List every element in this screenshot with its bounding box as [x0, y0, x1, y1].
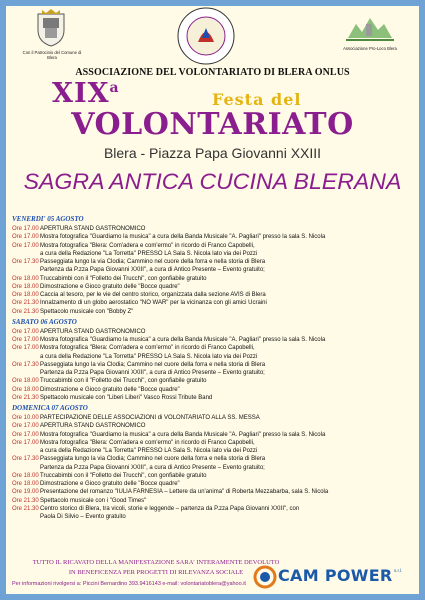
- event-time: Ore 10.00: [12, 415, 39, 421]
- edition-roman: XIX: [52, 78, 110, 109]
- event-time: [12, 266, 40, 274]
- event-description: Truccabimbi con il "Folletto dei Trucchi", con gonfiabile gratuito: [40, 275, 207, 282]
- program-event: [12, 225, 416, 233]
- event-description: a cura della Redazione "La Torretta" PRESSO LA Sala S. Nicola lato via dei Pozzi: [40, 448, 258, 454]
- event-description: Mostra fotografica "Guardiamo la musica" a cura della Banda Musicale "A. Pagliari" presso la sala S. Nicola: [40, 234, 326, 241]
- event-time: Ore 18.00: [12, 386, 39, 393]
- event-time: Ore 17.00: [12, 337, 39, 343]
- event-time: Ore 17.00: [12, 431, 39, 438]
- main-title: VOLONTARIATO: [71, 107, 354, 142]
- event-description: Partenza da P.zza Papa Giovanni XXIII", a cura di Antico Presente – Evento gratuito;: [40, 370, 265, 376]
- program-event: [12, 464, 416, 472]
- program-event: [12, 242, 416, 250]
- event-description: a cura della Redazione "La Torretta" PRESSO LA Sala S. Nicola lato via dei Pozzi: [40, 250, 258, 257]
- event-time: Ore 17.00: [12, 345, 39, 352]
- event-time: Ore 21.30: [12, 394, 39, 401]
- event-description: PARTECIPAZIONE DELLE ASSOCIAZIONI di VOLONTARIATO ALLA SS. MESSA: [40, 415, 260, 421]
- program-event: [12, 414, 416, 422]
- event-description: Mostra fotografica "Blera: Com'adera e com'ermo" in ricordo di Franco Capobelli,: [40, 345, 255, 352]
- program-event: [12, 377, 416, 385]
- event-time: Ore 21.30: [12, 497, 39, 504]
- program-event: [12, 480, 416, 488]
- program-event: [12, 439, 416, 447]
- logo-left-caption: Con il Patrocinio del Comune di Blera: [22, 50, 82, 60]
- program-event: [12, 283, 416, 291]
- footer-line-2: IN BENEFICENZA PER PROGETTI DI RILEVANZA SOCIALE: [68, 569, 244, 576]
- pro-loco-blera-logo-icon: [344, 12, 396, 42]
- event-description: Partenza da P.zza Papa Giovanni XXIII", a cura di Antico Presente – Evento gratuito;: [40, 267, 265, 274]
- event-time: Ore 17.00: [12, 242, 39, 249]
- day-heading: SABATO 06 AGOSTO: [12, 317, 77, 326]
- program-event: [12, 250, 416, 258]
- program-event: [12, 258, 416, 266]
- event-description: Partenza da P.zza Papa Giovanni XXIII", a cura di Antico Presente – Evento gratuito;: [40, 464, 265, 471]
- event-description: Dimostrazione e Gioco gratuito delle "Bocce quadre": [40, 386, 180, 393]
- program-event: [12, 336, 416, 344]
- event-description: Truccabimbi con il "Folletto dei Trucchi", con gonfiabile gratuito: [40, 378, 207, 385]
- program-event: [12, 431, 416, 439]
- event-time: Ore 21.30: [12, 308, 39, 315]
- event-description: Paola Di Silvio – Evento gratuito: [40, 514, 126, 520]
- association-seal-icon: [176, 6, 236, 66]
- edition-number: [52, 78, 120, 109]
- program-event: [12, 233, 416, 241]
- program-event: [12, 299, 416, 307]
- event-time: Ore 18.00: [12, 378, 39, 385]
- event-time: [12, 464, 40, 472]
- poster: [6, 6, 419, 594]
- event-description: Mostra fotografica "Guardiamo la musica" a cura della Banda Musicale "A. Pagliari" presso la sala S. Nicola: [40, 337, 326, 343]
- event-time: Ore 17.30: [12, 361, 39, 368]
- event-description: a cura della Redazione "La Torretta" PRESSO LA Sala S. Nicola lato via dei Pozzi: [40, 353, 258, 360]
- program-event: [12, 344, 416, 352]
- event-description: APERTURA STAND GASTRONOMICO: [40, 226, 146, 232]
- event-description: Presentazione del romanzo "IULIA FARNESIA – Lettere da un'anima" di Roberta Mezzabarba, sala S. Nicola: [40, 489, 329, 496]
- program-event: [12, 328, 416, 336]
- day-heading: VENERDI' 05 AGOSTO: [12, 215, 84, 223]
- event-time: [12, 369, 40, 377]
- association-name: ASSOCIAZIONE DEL VOLONTARIATO DI BLERA ONLUS: [75, 67, 350, 78]
- event-description: Centro storico di Blera, tra vicoli, storie e leggende – partenza da P.zza Papa Giovanni XXIII", con: [40, 505, 300, 512]
- event-time: [12, 513, 40, 521]
- sagra-title: SAGRA ANTICA CUCINA BLERANA: [23, 169, 402, 194]
- event-time: [12, 250, 40, 258]
- program-event: [12, 308, 416, 316]
- event-time: Ore 17.30: [12, 456, 39, 463]
- program-event: [12, 353, 416, 361]
- program-event: [12, 505, 416, 513]
- location: Blera - Piazza Papa Giovanni XXIII: [103, 145, 322, 161]
- program-event: [12, 497, 416, 505]
- event-time: Ore 17.00: [12, 234, 39, 241]
- event-description: Spettacolo musicale con "Liberi Liberi" Vasco Rossi Tribute Band: [40, 394, 213, 401]
- event-time: [12, 447, 40, 455]
- program-event: [12, 266, 416, 274]
- event-time: Ore 21.30: [12, 300, 39, 307]
- event-time: Ore 18.00: [12, 283, 39, 290]
- header: [6, 6, 419, 76]
- event-time: Ore 18.00: [12, 472, 39, 479]
- program-event: [12, 369, 416, 377]
- sponsor-suffix: s.r.l.: [394, 568, 403, 573]
- event-description: Mostra fotografica "Blera: Com'adera e com'ermo" in ricordo di Franco Capobelli,: [40, 439, 255, 446]
- logo-right-caption: Associazione Pro-Loco Blera: [343, 46, 397, 51]
- sponsor-name: CAM POWER: [278, 566, 393, 585]
- program-event: [12, 275, 416, 283]
- program-event: [12, 472, 416, 480]
- event-time: Ore 21.30: [12, 505, 39, 512]
- festa-label: Festa del: [212, 90, 302, 109]
- edition-suffix: a: [109, 80, 120, 96]
- event-description: Spettacolo musicale con "Bobby Z": [40, 308, 134, 315]
- event-description: Truccabimbi con il "Folletto dei Trucchi", con gonfiabile gratuito: [40, 472, 207, 479]
- program-event: [12, 361, 416, 369]
- program-event: [12, 447, 416, 455]
- program-event: [12, 422, 416, 430]
- program-event: [12, 488, 416, 496]
- event-time: Ore 18.00: [12, 481, 39, 487]
- comune-blera-crest-icon: [34, 8, 68, 48]
- event-description: Passeggiata lungo la via Clodia; Cammino nel cuore della forra e nella storia di Blera: [40, 456, 266, 463]
- event-time: [12, 353, 40, 361]
- event-description: Dimostrazione e Gioco gratuito delle "Bocce quadre": [40, 283, 180, 290]
- footer-line-1: TUTTO IL RICAVATO DELLA MANIFESTAZIONE SARA' INTERAMENTE DEVOLUTO: [32, 559, 280, 566]
- event-description: Passeggiata lungo la via Clodia; Cammino nel cuore della forra e nella storia di Blera: [40, 259, 266, 265]
- event-description: Mostra fotografica "Guardiamo la musica" a cura della Banda Musicale "A. Pagliari" presso la sala S. Nicola: [40, 431, 326, 438]
- event-time: Ore 17.00: [12, 226, 39, 232]
- event-description: Passeggiata lungo la via Clodia; Cammino nel cuore della forra e nella storia di Blera: [40, 361, 266, 368]
- event-time: Ore 18.00: [12, 292, 39, 298]
- program-event: [12, 455, 416, 463]
- event-description: APERTURA STAND GASTRONOMICO: [40, 423, 146, 430]
- program-event: [12, 386, 416, 394]
- event-description: APERTURA STAND GASTRONOMICO: [40, 328, 146, 335]
- event-time: Ore 17.00: [12, 439, 39, 446]
- event-time: Ore 19.00: [12, 489, 39, 496]
- event-description: Innalzamento di un globo aerostatico "NO WAR" per la vicinanza con gli amici Ucraini: [40, 300, 267, 307]
- program-event: [12, 291, 416, 299]
- event-description: Mostra fotografica "Blera: Com'adera e com'ermo" in ricordo di Franco Capobelli,: [40, 242, 255, 249]
- event-time: Ore 17.00: [12, 328, 39, 335]
- event-time: Ore 17.00: [12, 423, 39, 430]
- event-description: Spettacolo musicale con i "Good Times": [40, 497, 147, 504]
- event-description: Dimostrazione e Gioco gratuito delle "Bocce quadre": [40, 481, 180, 487]
- program-event: [12, 513, 416, 521]
- program-event: [12, 394, 416, 402]
- contact-info: Per informazioni rivolgersi a: Piccini Bernardino 393.9416143 e-mail: volontariatoblera@yahoo.it: [12, 581, 246, 587]
- day-heading: DOMENICA 07 AGOSTO: [12, 404, 88, 412]
- program: [12, 213, 416, 521]
- event-time: Ore 17.30: [12, 259, 39, 265]
- event-description: Caccia al tesoro, per le vie del centro storico, organizzata dalla sezione AVIS di Blera: [40, 292, 266, 298]
- event-time: Ore 18.00: [12, 275, 39, 282]
